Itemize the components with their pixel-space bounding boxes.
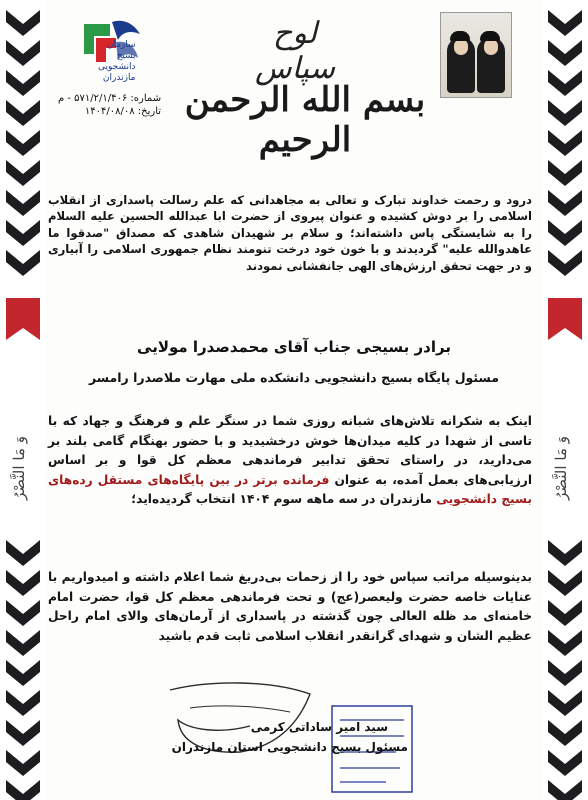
chevron-icon <box>548 690 582 716</box>
chevron-icon <box>6 10 40 36</box>
chevron-icon <box>548 130 582 156</box>
chevron-icon <box>6 40 40 66</box>
chevron-icon <box>6 70 40 96</box>
chevron-icon <box>6 750 40 776</box>
chevron-icon <box>548 190 582 216</box>
body-highlight: فرمانده برتر در بین پایگاه‌های مستقل رده‌های بسیج دانشجویی <box>48 472 532 506</box>
chevron-icon <box>548 600 582 626</box>
body-text: اینک به شکرانه تلاش‌های شبانه روزی شما در سنگر علم و فرهنگ و جهاد که با تاسی از شهدا در کلیه میدان‌ها خوش درخشیدید و با حضور بهنگام گامی بلند بر می‌دارید، در راستای تحقق تدابیر فرماندهی معظم کل قوا و بر اساس ارزیابی‌های بعمل آمده، به عنوان <box>48 414 532 487</box>
body-paragraph-1 <box>48 412 532 510</box>
side-calligraphy: وَ مَا النَّصْرُ <box>10 436 28 500</box>
chevron-icon <box>548 660 582 686</box>
left-border <box>0 0 46 800</box>
chevron-icon <box>548 720 582 746</box>
chevron-icon <box>548 10 582 36</box>
basmala: بسم الله الرحمن الرحیم <box>184 80 426 160</box>
chevron-icon <box>548 780 582 800</box>
logo-line: سازمان <box>106 40 136 50</box>
chevron-icon <box>548 70 582 96</box>
chevron-icon <box>6 630 40 656</box>
chevron-icon <box>548 40 582 66</box>
chevron-icon <box>6 690 40 716</box>
chevron-icon <box>6 160 40 186</box>
chevron-icon <box>548 750 582 776</box>
chevron-icon <box>6 100 40 126</box>
signatory-name: سید امیر ساداتی کرمی <box>250 720 388 734</box>
portrait-turban <box>480 31 500 41</box>
letter-date: تاریخ: ۱۴۰۴/۰۸/۰۸ <box>84 106 162 117</box>
chevron-icon <box>6 720 40 746</box>
chevron-icon <box>6 190 40 216</box>
portrait-face <box>454 39 468 55</box>
portrait-turban <box>450 31 470 41</box>
logo-line: دانشجویی <box>98 62 136 72</box>
chevron-icon <box>6 130 40 156</box>
chevron-icon <box>6 780 40 800</box>
letter-number: شماره: ۵۷۱/۲/۱/۴۰۶ - م <box>58 93 162 104</box>
ribbon-icon <box>6 298 40 340</box>
chevron-icon <box>548 250 582 276</box>
recipient-position: مسئول پایگاه بسیج دانشجویی دانشکده ملی مهارت ملاصدرا رامسر <box>89 370 499 385</box>
letter-meta <box>58 92 161 118</box>
chevron-icon <box>6 250 40 276</box>
chevron-icon <box>6 570 40 596</box>
recipient-name: برادر بسیجی جناب آقای محمدصدرا مولایی <box>137 338 451 356</box>
intro-paragraph: درود و رحمت خداوند تبارک و تعالی به مجاهدانی که علم رسالت پاسداری از انقلاب اسلامی را بر دوش کشیده و عنوان پیروی از حضرت ابا عبدالله الحسین علیه السلام را به شایستگی پاس داشته‌اند؛ و سلام بر شهیدان شاهدی که مصداق "صدقوا ما عاهدوالله علیه" گردیدند و با خون خود درخت تنومند نظام جمهوری اسلامی را آبیاری و در جهت تحقق ارزش‌های الهی جانفشانی نمودند <box>48 193 532 273</box>
body-text: مازندران در سه ماهه سوم ۱۴۰۴ انتخاب گردیده‌اید؛ <box>131 492 433 506</box>
certificate-title: لوح سپاس <box>255 16 335 86</box>
chevron-icon <box>6 220 40 246</box>
chevron-icon <box>548 220 582 246</box>
chevron-icon <box>548 570 582 596</box>
body-paragraph-2: بدینوسیله مراتب سپاس خود را از زحمات بی‌دریغ شما اعلام داشته و امیدواریم با عنایات خاصه حضرت ولیعصر(عج) و تحت فرماندهی معظم کل قوا، حضرت امام خامنه‌ای مد ظله العالی چون گذشته در پاسداری از آرمان‌های والای امام راحل عظیم الشان و شهدای گرانقدر انقلاب اسلامی ثابت قدم باشید <box>48 570 532 643</box>
chevron-icon <box>6 600 40 626</box>
certificate-content <box>50 0 538 800</box>
chevron-icon <box>6 660 40 686</box>
logo-line: بسیج <box>116 51 136 61</box>
chevron-icon <box>548 630 582 656</box>
leaders-portrait <box>440 12 512 98</box>
chevron-icon <box>6 540 40 566</box>
logo-text <box>98 40 136 84</box>
chevron-icon <box>548 540 582 566</box>
signatory-title: مسئول بسیج دانشجویی استان مازندران <box>171 740 408 754</box>
chevron-icon <box>548 160 582 186</box>
right-border <box>542 0 588 800</box>
side-calligraphy: وَ مَا النَّصْرُ <box>552 436 570 500</box>
chevron-icon <box>548 100 582 126</box>
logo-line: مازندران <box>102 73 136 83</box>
ribbon-icon <box>548 298 582 340</box>
portrait-face <box>484 39 498 55</box>
